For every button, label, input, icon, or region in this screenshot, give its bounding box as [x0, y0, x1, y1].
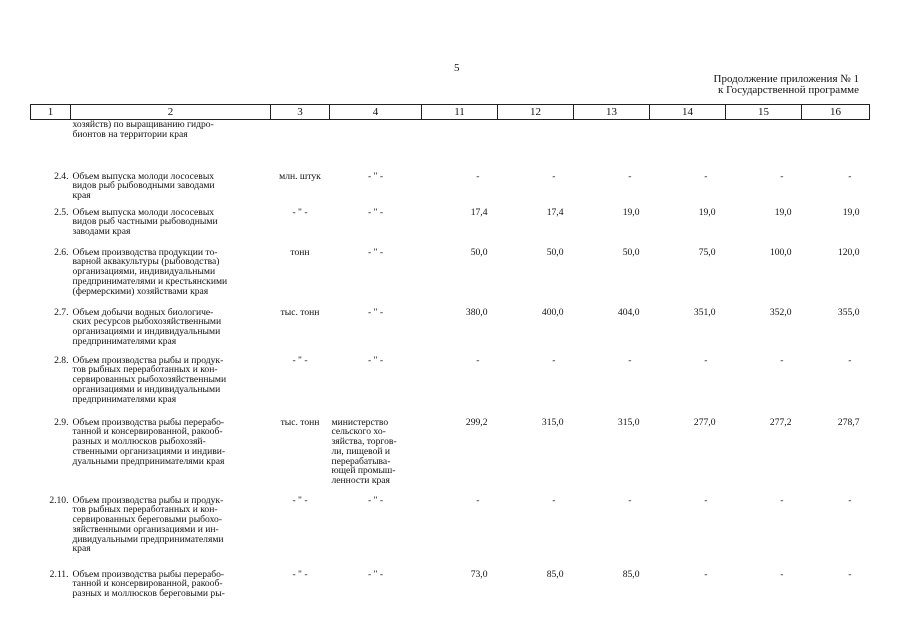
- year-value: 277,0: [693, 416, 716, 428]
- column-header: 2: [71, 105, 271, 120]
- responsible-executor: - " -: [367, 354, 384, 366]
- year-value: 404,0: [617, 306, 640, 318]
- responsible-executor: - " -: [367, 246, 384, 258]
- responsible-executor: - " -: [367, 306, 384, 318]
- unit-of-measure: тонн: [290, 246, 310, 258]
- year-value: 315,0: [617, 416, 640, 428]
- year-value: 352,0: [769, 306, 792, 318]
- header-row: [31, 105, 870, 120]
- year-value: -: [476, 170, 480, 182]
- column-header: 12: [498, 105, 574, 120]
- row-number: [31, 120, 71, 172]
- year-value: -: [780, 354, 784, 366]
- year-value: [802, 120, 870, 172]
- year-value: -: [848, 170, 852, 182]
- table-row: [31, 308, 870, 356]
- responsible-executor: министерство сельского хо- зяйства, торгов- ли, пищевой и перерабатыва- ющей промыш- ленности края: [331, 416, 397, 487]
- year-value: -: [848, 354, 852, 366]
- year-value: 380,0: [465, 306, 488, 318]
- responsible-executor: - " -: [367, 568, 384, 580]
- year-value: 85,0: [546, 568, 564, 580]
- year-value: 277,2: [769, 416, 792, 428]
- year-value: 351,0: [693, 306, 716, 318]
- year-value: [574, 120, 650, 172]
- year-value: [726, 120, 802, 172]
- year-value: 50,0: [546, 246, 564, 258]
- appendix-continuation: [714, 74, 859, 96]
- year-value: 19,0: [698, 206, 716, 218]
- year-value: -: [780, 568, 784, 580]
- year-value: 50,0: [470, 246, 488, 258]
- year-value: -: [704, 354, 708, 366]
- year-value: [650, 120, 726, 172]
- responsible-executor: - " -: [367, 170, 384, 182]
- year-value: 400,0: [541, 306, 564, 318]
- year-value: 315,0: [541, 416, 564, 428]
- year-value: 50,0: [622, 246, 640, 258]
- year-value: 19,0: [774, 206, 792, 218]
- unit-of-measure: млн. штук: [279, 170, 321, 182]
- column-header: 1: [31, 105, 71, 120]
- responsible-executor: [330, 120, 422, 172]
- year-value: -: [552, 170, 556, 182]
- year-value: 355,0: [837, 306, 860, 318]
- year-value: 278,7: [837, 416, 860, 428]
- year-value: -: [628, 170, 632, 182]
- year-value: -: [848, 568, 852, 580]
- year-value: -: [552, 494, 556, 506]
- year-value: -: [552, 354, 556, 366]
- year-value: -: [628, 494, 632, 506]
- indicator-name: Объем производства продукции то- варной аквакультуры (рыбоводства) организациями, индивидуальными предпринимателями и крестьянскими (фермерскими) хозяйствами края: [72, 246, 228, 297]
- table-row: [31, 248, 870, 308]
- column-header: 3: [271, 105, 330, 120]
- year-value: -: [704, 494, 708, 506]
- year-value: -: [476, 494, 480, 506]
- unit-of-measure: [271, 120, 330, 172]
- indicator-name: Объем выпуска молоди лососевых видов рыб частными рыбоводными заводами края: [72, 206, 218, 238]
- year-value: [422, 120, 498, 172]
- continuation-line-1: Продолжение приложения № 1: [713, 73, 859, 85]
- table-row: [31, 418, 870, 496]
- year-value: -: [848, 494, 852, 506]
- indicator-name: Объем производства рыбы перерабо- танной и консервированной, ракооб- разных и моллюсков береговыми ры-: [72, 568, 225, 600]
- unit-of-measure: тыс. тонн: [280, 306, 320, 318]
- year-value: 17,4: [546, 206, 564, 218]
- column-header: 4: [330, 105, 422, 120]
- indicator-name: Объем производства рыбы и продук- тов рыбных переработанных и кон- сервированных береговыми рыбохо- зяйственными организациями и ин- дивидуальными предпринимателями края: [72, 494, 224, 555]
- row-number: 2.11.: [49, 568, 69, 580]
- table-row: [31, 120, 870, 172]
- row-number: 2.8.: [54, 354, 69, 366]
- indicator-name: Объем выпуска молоди лососевых видов рыб рыбоводными заводами края: [72, 170, 215, 202]
- column-header: 13: [574, 105, 650, 120]
- year-value: 19,0: [842, 206, 860, 218]
- row-number: 2.10.: [49, 494, 69, 506]
- responsible-executor: - " -: [367, 494, 384, 506]
- unit-of-measure: - " -: [292, 494, 308, 506]
- table-row: [31, 570, 870, 610]
- table-body: [31, 120, 870, 610]
- unit-of-measure: - " -: [292, 354, 308, 366]
- column-header: 11: [422, 105, 498, 120]
- unit-of-measure: - " -: [292, 568, 308, 580]
- year-value: -: [704, 568, 708, 580]
- table-row: [31, 172, 870, 208]
- year-value: -: [704, 170, 708, 182]
- table-row: [31, 356, 870, 418]
- year-value: -: [780, 170, 784, 182]
- year-value: 120,0: [837, 246, 860, 258]
- year-value: [498, 120, 574, 172]
- row-number: 2.5.: [54, 206, 69, 218]
- year-value: 85,0: [622, 568, 640, 580]
- row-number: 2.4.: [54, 170, 69, 182]
- indicator-name: Объем производства рыбы перерабо- танной и консервированной, ракооб- разных и моллюсков рыбохозяй- ственными организациями и индиви- дуальными предпринимателями края: [72, 416, 226, 467]
- table-row: [31, 208, 870, 248]
- indicators-table: [30, 104, 870, 610]
- responsible-executor: - " -: [367, 206, 384, 218]
- unit-of-measure: - " -: [292, 206, 308, 218]
- row-number: 2.7.: [54, 306, 69, 318]
- indicator-name: хозяйств) по выращиванию гидро- бионтов на территории края: [72, 119, 214, 140]
- indicator-name: Объем добычи водных биологиче- ских ресурсов рыбохозяйственными организациями и индивидуальными предпринимателями края: [72, 306, 222, 347]
- column-header: 15: [726, 105, 802, 120]
- year-value: -: [476, 354, 480, 366]
- year-value: -: [780, 494, 784, 506]
- year-value: 299,2: [465, 416, 488, 428]
- column-header: 16: [802, 105, 870, 120]
- year-value: 19,0: [622, 206, 640, 218]
- year-value: 73,0: [470, 568, 488, 580]
- indicator-name: Объем производства рыбы и продук- тов рыбных переработанных и кон- сервированных рыбохозяйственными организациями и индивидуальными предпринимателями края: [72, 354, 227, 405]
- table-row: [31, 496, 870, 570]
- year-value: 100,0: [769, 246, 792, 258]
- year-value: -: [628, 354, 632, 366]
- column-header: 14: [650, 105, 726, 120]
- row-number: 2.6.: [54, 246, 69, 258]
- row-number: 2.9.: [54, 416, 69, 428]
- year-value: 17,4: [470, 206, 488, 218]
- year-value: 75,0: [698, 246, 716, 258]
- unit-of-measure: тыс. тонн: [280, 416, 320, 428]
- continuation-line-2: к Государственной программе: [718, 84, 859, 96]
- page-number: 5: [454, 62, 460, 74]
